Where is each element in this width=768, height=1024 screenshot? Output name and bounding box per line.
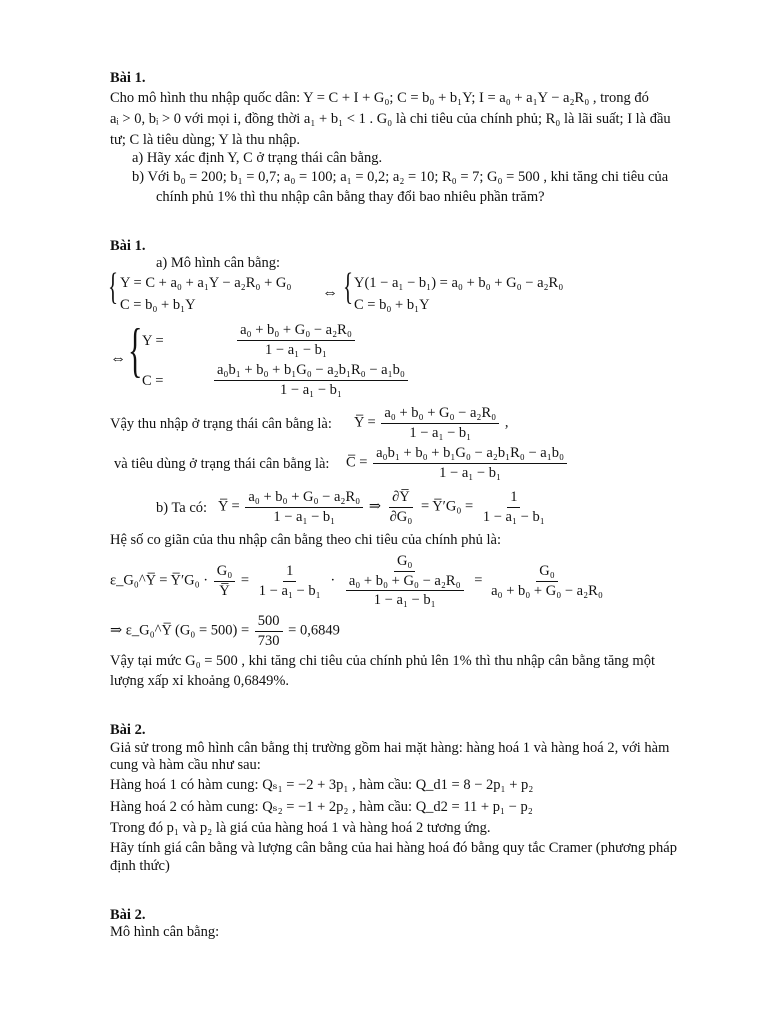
- derivative-denominator: ∂G₀: [389, 508, 413, 525]
- elasticity-result-denominator: 730: [257, 632, 280, 649]
- elasticity-nested-fraction: [341, 572, 469, 609]
- equivalence-arrow-2: ⇔: [110, 350, 126, 367]
- elasticity-formula: ε_G₀^Y̅ = Y̅′G₀ · $\frac{\text{G₀}}{Y̅}$ = $\frac{1}{\text{1 − a₁ − b₁}}$ · $\frac{\text{G₀}}{\frac{\text{a₀ + b₀ + G₀ − a₂R₀}}{\text{1 − a₁ − b₁}}}$ = $\frac{\text{G₀}}{\text{a₀ + b₀ + G₀ − a₂R₀}}$: [110, 553, 608, 609]
- equilibrium-income-text: Vậy thu nhập ở trạng thái cân bằng là:: [110, 416, 332, 432]
- equilibrium-consumption-numerator: a₀b₁ + b₀ + b₁G₀ − a₂b₁R₀ − a₁b₀: [373, 445, 567, 464]
- system2-brace: {: [343, 266, 354, 308]
- system1-row2: C = b₀ + b₁Y: [120, 297, 196, 313]
- elasticity-eq1: =: [240, 572, 250, 589]
- equilibrium-consumption-lhs: C̅ =: [346, 454, 368, 471]
- elasticity-nested-denominator: 1 − a₁ − b₁: [373, 592, 436, 609]
- equilibrium-income-numerator: a₀ + b₀ + G₀ − a₂R₀: [381, 405, 499, 424]
- system3-brace: {: [128, 317, 143, 383]
- equilibrium-income-lhs: Y̅ =: [354, 414, 376, 431]
- part-b-intro: b) Ta có:: [156, 500, 208, 516]
- problem2-line2: cung và hàm cầu như sau:: [110, 757, 261, 773]
- equilibrium-income-denominator: 1 − a₁ − b₁: [409, 424, 472, 441]
- problem1-line2: aᵢ > 0, bᵢ > 0 với mọi i, đồng thời a₁ + b₁ < 1 . G₀ là chi tiêu của chính phủ; R₀ là lãi suất; I là đầu: [110, 111, 671, 127]
- part-b-implies: ⇒: [368, 498, 381, 515]
- y-denominator: 1 − a₁ − b₁: [265, 341, 327, 358]
- system1-row1: Y = C + a₀ + a₁Y − a₂R₀ + G₀: [120, 275, 292, 291]
- elasticity-g0-2: G₀: [394, 553, 416, 572]
- elasticity-nested-numerator: a₀ + b₀ + G₀ − a₂R₀: [346, 573, 464, 592]
- system3-y-lhs: Y =: [142, 333, 164, 349]
- part-b-numerator: a₀ + b₀ + G₀ − a₂R₀: [245, 489, 363, 508]
- part-b-denominator: 1 − a₁ − b₁: [273, 508, 336, 525]
- y-numerator: a₀ + b₀ + G₀ − a₂R₀: [237, 322, 355, 341]
- equivalence-arrow: ⇔: [322, 284, 338, 301]
- conclusion-line1: Vậy tại mức G₀ = 500 , khi tăng chi tiêu của chính phủ lên 1% thì thu nhập cân bằng tăng một: [110, 653, 655, 669]
- elasticity-eq2: =: [474, 572, 483, 589]
- problem2-line3: Trong đó p₁ và p₂ là giá của hàng hoá 1 và hàng hoá 2 tương ứng.: [110, 820, 491, 836]
- part-b-lhs: Y̅ =: [218, 498, 240, 515]
- system3-c-lhs: C =: [142, 373, 164, 389]
- elasticity-lhs: ε_G₀^Y̅ = Y̅′G₀ ·: [110, 572, 209, 589]
- derivative-equals: = Y̅′G₀ =: [420, 498, 474, 515]
- problem2-line5: định thức): [110, 858, 170, 874]
- equilibrium-income-formula: [354, 405, 508, 441]
- elasticity-y: Y̅: [219, 582, 230, 599]
- elasticity-heading: Hệ số co giãn của thu nhập cân bằng theo chi tiêu của chính phủ là:: [110, 532, 501, 548]
- elasticity-final-denominator: a₀ + b₀ + G₀ − a₂R₀: [491, 582, 603, 599]
- problem1-line1: Cho mô hình thu nhập quốc dân: Y = C + I + G₀; C = b₀ + b₁Y; I = a₀ + a₁Y − a₂R₀ , trong đó: [110, 90, 649, 106]
- conclusion-line2: lượng xấp xỉ khoảng 0,6849%.: [110, 673, 290, 689]
- system1-brace: {: [108, 266, 119, 308]
- system2-row2: C = b₀ + b₁Y: [354, 297, 430, 313]
- equilibrium-consumption-denominator: 1 − a₁ − b₁: [439, 464, 502, 481]
- c-numerator: a₀b₁ + b₀ + b₁G₀ − a₂b₁R₀ − a₁b₀: [214, 362, 408, 381]
- system3-y-fraction: [224, 322, 368, 358]
- equilibrium-income-comma: ,: [504, 414, 509, 431]
- elasticity-g0: G₀: [214, 563, 236, 582]
- section1-title: Bài 1.: [110, 70, 146, 86]
- problem1-line3: tư; C là tiêu dùng; Y là thu nhập.: [110, 132, 301, 148]
- section4-model-heading: Mô hình cân bằng:: [110, 924, 220, 940]
- part-b-derivative-formula: [218, 489, 551, 525]
- elasticity-result-lhs: ⇒ ε_G₀^Y̅ (G₀ = 500) =: [110, 622, 250, 639]
- problem1-part-b-line2: chính phủ 1% thì thu nhập cân bằng thay đổi bao nhiêu phần trăm?: [156, 189, 545, 205]
- equilibrium-consumption-formula: [346, 445, 569, 481]
- section4-title: Bài 2.: [110, 907, 146, 923]
- derivative-result-denominator: 1 − a₁ − b₁: [482, 508, 545, 525]
- equilibrium-consumption-text: và tiêu dùng ở trạng thái cân bằng là:: [114, 456, 330, 472]
- system3-c-fraction: [212, 362, 410, 398]
- good2-functions: Hàng hoá 2 có hàm cung: Qₛ₂ = −1 + 2p₂ , hàm cầu: Q_d2 = 11 + p₁ − p₂: [110, 799, 533, 815]
- elasticity-one-den: 1 − a₁ − b₁: [258, 582, 321, 599]
- derivative-result-numerator: 1: [507, 489, 520, 508]
- elasticity-result-numerator: 500: [255, 613, 283, 632]
- elasticity-result-value: = 0,6849: [288, 622, 340, 639]
- derivative-numerator: ∂Y̅: [389, 489, 413, 508]
- system2-row1: Y(1 − a₁ − b₁) = a₀ + b₀ + G₀ − a₂R₀: [354, 275, 564, 291]
- problem1-part-b-line1: b) Với b₀ = 200; b₁ = 0,7; a₀ = 100; a₁ = 0,2; a₂ = 10; R₀ = 7; G₀ = 500 , khi tăng chi tiêu của: [132, 169, 669, 185]
- problem2-line4: Hãy tính giá cân bằng và lượng cân bằng của hai hàng hoá đó bằng quy tắc Cramer (phương pháp: [110, 840, 677, 856]
- equilibrium-model-heading: a) Mô hình cân bằng:: [156, 255, 281, 271]
- c-denominator: 1 − a₁ − b₁: [280, 381, 342, 398]
- good1-functions: Hàng hoá 1 có hàm cung: Qₛ₁ = −2 + 3p₁ , hàm cầu: Q_d1 = 8 − 2p₁ + p₂: [110, 777, 534, 793]
- section3-title: Bài 2.: [110, 722, 146, 738]
- problem2-line1: Giả sử trong mô hình cân bằng thị trường gồm hai mặt hàng: hàng hoá 1 và hàng hoá 2, với hàm: [110, 740, 670, 756]
- elasticity-final-g0: G₀: [536, 563, 558, 582]
- elasticity-one: 1: [283, 563, 296, 582]
- problem1-part-a: a) Hãy xác định Y, C ở trạng thái cân bằng.: [132, 150, 383, 166]
- section2-title: Bài 1.: [110, 238, 146, 254]
- elasticity-result: [110, 613, 340, 649]
